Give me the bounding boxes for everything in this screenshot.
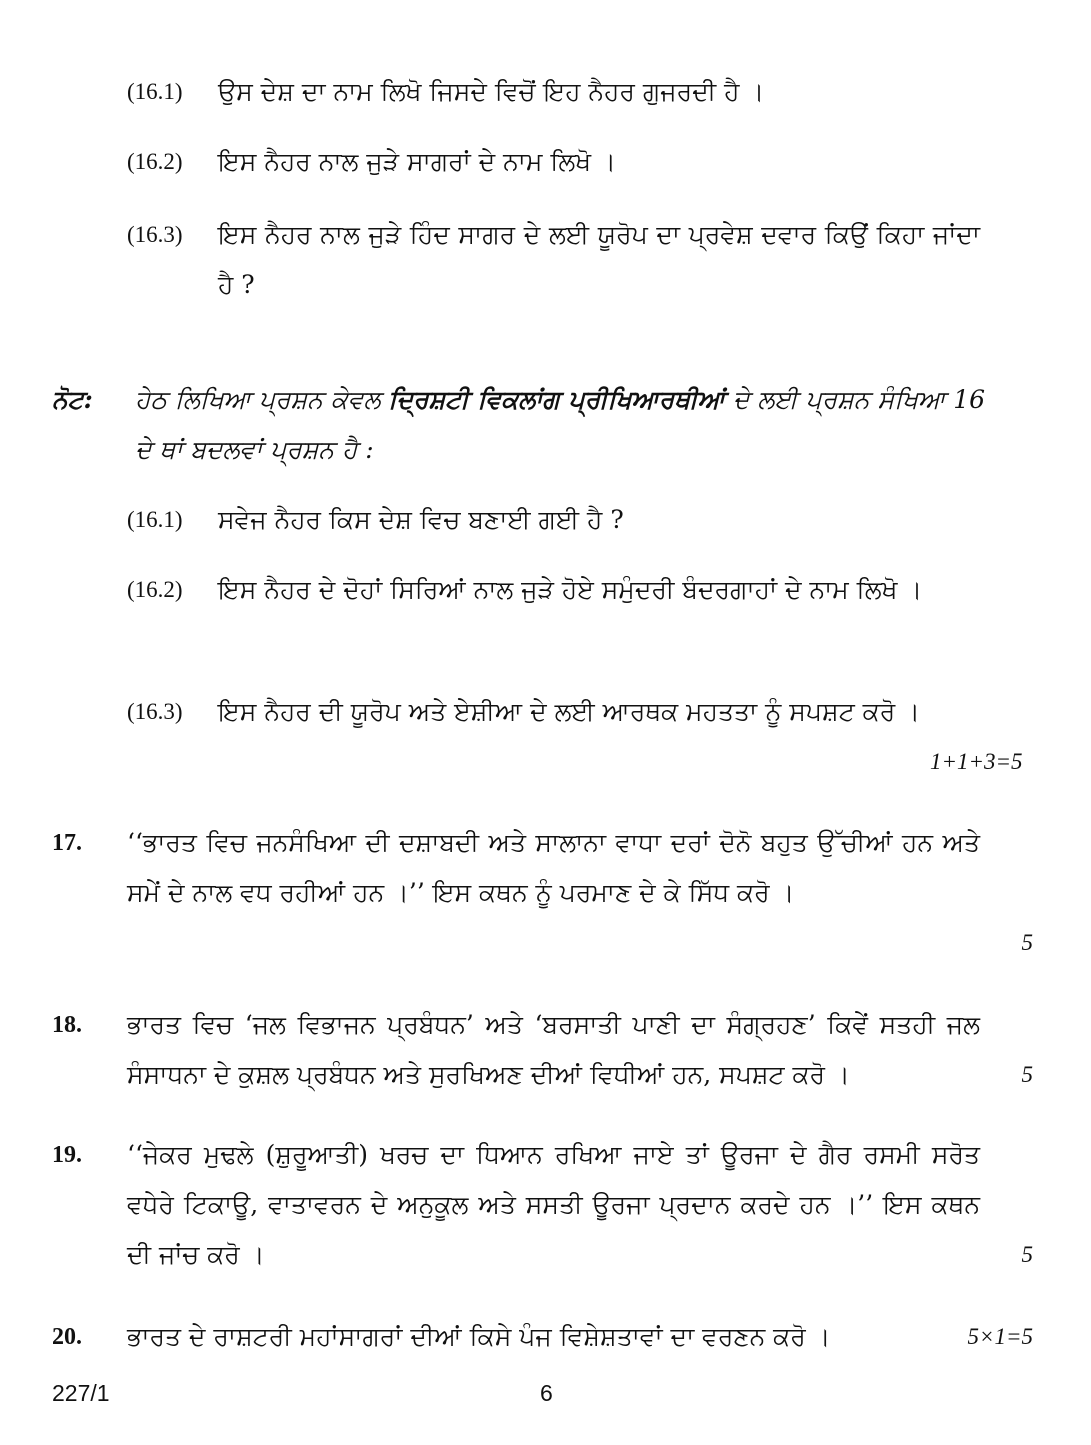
- question-text: ਭਾਰਤ ਵਿਚ ‘ਜਲ ਵਿਭਾਜਨ ਪ੍ਰਬੰਧਨ’ ਅਤੇ ‘ਬਰਸਾਤੀ ਪਾਣੀ ਦਾ ਸੰਗ੍ਰਹਣ’ ਕਿਵੇਂ ਸਤਹੀ ਜਲ ਸੰਸਾਧਨਾ ਦੇ ਕੁਸ਼ਲ ਪ੍ਰਬੰਧਨ ਅਤੇ ਸੁਰਖਿਅਣ ਦੀਆਂ ਵਿਧੀਆਂ ਹਨ, ਸਪਸ਼ਟ ਕਰੋ ।: [127, 1010, 980, 1089]
- sub-question-text: ਇਸ ਨੈਹਰ ਨਾਲ ਜੁੜੇ ਹਿੰਦ ਸਾਗਰ ਦੇ ਲਈ ਯੂਰੋਪ ਦਾ ਪ੍ਰਵੇਸ਼ ਦਵਾਰ ਕਿਉਂ ਕਿਹਾ ਜਾਂਦਾ ਹੈ ?: [218, 220, 980, 299]
- marks: 5: [1021, 1242, 1033, 1267]
- sub-question-text: ਉਸ ਦੇਸ਼ ਦਾ ਨਾਮ ਲਿਖੋ ਜਿਸਦੇ ਵਿਚੋਂ ਇਹ ਨੈਹਰ ਗੁਜਰਦੀ ਹੈ ।: [218, 77, 765, 106]
- sub-question-label: (16.2): [127, 149, 183, 174]
- sub-question-label: (16.1): [127, 507, 183, 532]
- note-text-part: ਦੇ ਲਈ ਪ੍ਰਸ਼ਨ ਸੰਖਿਆ 16 ਦੇ ਥਾਂ ਬਦਲਵਾਂ ਪ੍ਰਸ਼ਨ ਹੈ :: [135, 385, 986, 464]
- question-text: ‘‘ਜੇਕਰ ਮੁਢਲੇ (ਸ਼ੁਰੂਆਤੀ) ਖਰਚ ਦਾ ਧਿਆਨ ਰਖਿਆ ਜਾਏ ਤਾਂ ਊਰਜਾ ਦੇ ਗੈਰ ਰਸਮੀ ਸਰੋਤ ਵਧੇਰੇ ਟਿਕਾਊ, ਵਾਤਾਵਰਨ ਦੇ ਅਨੁਕੂਲ ਅਤੇ ਸਸਤੀ ਊਰਜਾ ਪ੍ਰਦਾਨ ਕਰਦੇ ਹਨ ।’’ ਇਸ ਕਥਨ ਦੀ ਜਾਂਚ ਕਰੋ ।: [127, 1140, 980, 1269]
- sub-question-text: ਸਵੇਜ ਨੈਹਰ ਕਿਸ ਦੇਸ਼ ਵਿਚ ਬਣਾਈ ਗਈ ਹੈ ?: [218, 505, 624, 534]
- note-emphasis: ਦ੍ਰਿਸ਼ਟੀ ਵਿਕਲਾਂਗ ਪ੍ਰੀਖਿਆਰਥੀਆਂ: [388, 385, 725, 414]
- note-text-part: ਹੇਠ ਲਿਖਿਆ ਪ੍ਰਸ਼ਨ ਕੇਵਲ: [135, 385, 381, 414]
- paper-code: 227/1: [52, 1380, 110, 1406]
- page-number: 6: [540, 1380, 553, 1406]
- sub-question-label: (16.3): [127, 699, 183, 724]
- question-text: ‘‘ਭਾਰਤ ਵਿਚ ਜਨਸੰਖਿਆ ਦੀ ਦਸ਼ਾਬਦੀ ਅਤੇ ਸਾਲਾਨਾ ਵਾਧਾ ਦਰਾਂ ਦੋਨੋ ਬਹੁਤ ਉੱਚੀਆਂ ਹਨ ਅਤੇ ਸਮੇਂ ਦੇ ਨਾਲ ਵਧ ਰਹੀਆਂ ਹਨ ।’’ ਇਸ ਕਥਨ ਨੂੰ ਪਰਮਾਣ ਦੇ ਕੇ ਸਿੱਧ ਕਰੋ ।: [127, 828, 980, 907]
- sub-question-text: ਇਸ ਨੈਹਰ ਦੇ ਦੋਹਾਂ ਸਿਰਿਆਂ ਨਾਲ ਜੁੜੇ ਹੋਏ ਸਮੁੰਦਰੀ ਬੰਦਰਗਾਹਾਂ ਦੇ ਨਾਮ ਲਿਖੋ ।: [218, 575, 923, 604]
- sub-question-label: (16.2): [127, 577, 183, 602]
- marks: 5×1=5: [967, 1324, 1033, 1349]
- marks: 1+1+3=5: [930, 749, 1023, 774]
- note-label: ਨੋਟ:: [52, 385, 93, 414]
- question-number: 17.: [52, 830, 82, 856]
- sub-question-label: (16.1): [127, 79, 183, 104]
- marks: 5: [1021, 930, 1033, 955]
- question-text: ਭਾਰਤ ਦੇ ਰਾਸ਼ਟਰੀ ਮਹਾਂਸਾਗਰਾਂ ਦੀਆਂ ਕਿਸੇ ਪੰਜ ਵਿਸ਼ੇਸ਼ਤਾਵਾਂ ਦਾ ਵਰਣਨ ਕਰੋ ।: [127, 1322, 831, 1351]
- marks: 5: [1021, 1062, 1033, 1087]
- sub-question-text: ਇਸ ਨੈਹਰ ਨਾਲ ਜੁੜੇ ਸਾਗਰਾਂ ਦੇ ਨਾਮ ਲਿਖੋ ।: [218, 147, 616, 176]
- question-number: 18.: [52, 1012, 82, 1038]
- note-text: [135, 375, 985, 475]
- sub-question-text: ਇਸ ਨੈਹਰ ਦੀ ਯੂਰੋਪ ਅਤੇ ਏਸ਼ੀਆ ਦੇ ਲਈ ਆਰਥਕ ਮਹਤਤਾ ਨੂੰ ਸਪਸ਼ਟ ਕਰੋ ।: [218, 697, 921, 726]
- sub-question-label: (16.3): [127, 222, 183, 247]
- question-number: 20.: [52, 1324, 82, 1350]
- question-number: 19.: [52, 1142, 82, 1168]
